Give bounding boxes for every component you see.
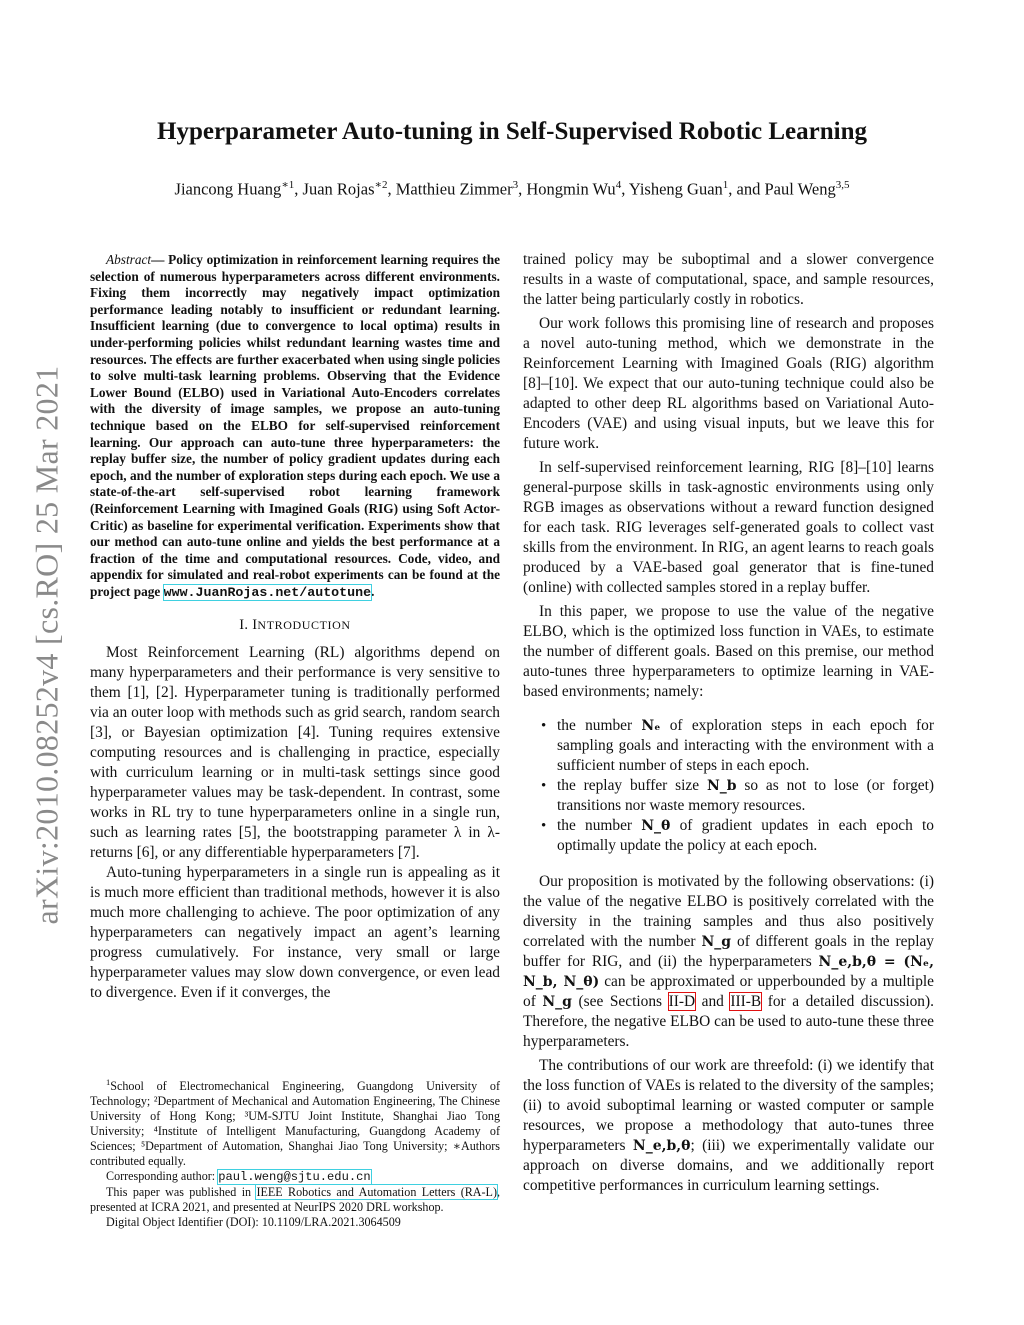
section-number: I. xyxy=(239,617,253,634)
body-paragraph: In this paper, we propose to use the value of the negative ELBO, which is the optimized loss function in VAEs, to estimate the number of different goals. Based on this premise, our method auto-tunes three hyperparameters to optimize learning in VAE-based environments; namely: xyxy=(523,603,934,700)
math-symbol: Nₑ xyxy=(641,718,661,734)
affiliations-text: School of Electromechanical Engineering, Guangdong University of Technology; ²Department of Mechanical and Automation Engineering, The Chinese University of Hong Kong; ³UM-SJTU Joint Institute, Shanghai Jiao Tong University; ⁴Institute of Intelligent Manufacturing, Guangdong Academy of Sciences; ⁵Department of Automation, Shanghai Jiao Tong University; ∗Authors contributed equally. xyxy=(90,1079,500,1169)
footnote-mark: 1 xyxy=(106,1077,111,1087)
math-symbol: N_g xyxy=(542,994,572,1010)
list-item-text: the number xyxy=(557,717,642,734)
math-symbol: N_e,b,θ xyxy=(632,1138,691,1154)
footnote-corresponding xyxy=(90,1169,500,1185)
arxiv-stamp xyxy=(22,350,72,940)
section-ref-link[interactable]: III-B xyxy=(730,993,762,1010)
author-name: , and Paul Weng xyxy=(728,179,836,199)
paragraph-text: and xyxy=(695,993,731,1010)
math-symbol: N_b xyxy=(706,778,737,794)
list-item xyxy=(523,716,934,776)
author-mark: ∗1 xyxy=(281,179,295,191)
abstract-label: Abstract xyxy=(106,252,152,267)
body-paragraph xyxy=(523,872,934,1052)
footnote-doi: Digital Object Identifier (DOI): 10.1109/LRA.2021.3064509 xyxy=(106,1215,401,1230)
author-name: , Hongmin Wu xyxy=(518,179,616,199)
paragraph-text: of different goals in the replay buffer for RIG, and (ii) the hyperparameters xyxy=(523,933,934,970)
author-mark: 3,5 xyxy=(835,179,850,191)
journal-link[interactable]: IEEE Robotics and Automation Letters (RA-L) xyxy=(256,1185,497,1200)
body-paragraph: In self-supervised reinforcement learning, RIG [8]–[10] learns general-purpose skills in task-agnostic environments using only RGB images as observations without a reward function designed for each task. RIG leverages self-generated goals to collect vast skills from the environment. In RIG, an agent learns to reach goals produced by a VAE-based goal generator that is fine-tuned (online) with collected samples stored in a replay buffer. xyxy=(523,459,934,596)
paper-title: Hyperparameter Auto-tuning in Self-Supervised Robotic Learning xyxy=(157,118,867,145)
body-paragraph: trained policy may be suboptimal and a slower convergence results in a waste of computational, space, and sample resources, the latter being particularly costly in robotics. xyxy=(523,251,934,308)
email-link[interactable]: paul.weng@sjtu.edu.cn xyxy=(218,1170,371,1185)
right-column xyxy=(523,250,934,1200)
list-item xyxy=(523,776,934,816)
math-symbol: N_e,b,θ = (Nₑ, N_b, N_θ) xyxy=(523,954,934,990)
intro-paragraph: Auto-tuning hyperparameters in a single run is appealing as it is much more efficient than traditional methods, however it is also much more challenging to achieve. The poor optimization of any hyperparameters can negatively impact an agent’s learning progress cumulatively. For instance, very small or large hyperparameter values may slow down convergence, or even lead to divergence. Even if it converges, the xyxy=(90,864,500,1002)
footnotes xyxy=(90,1075,500,1230)
section-ref-link[interactable]: II-D xyxy=(668,993,696,1010)
author-mark: 1 xyxy=(722,179,729,191)
list-item-text: the replay buffer size xyxy=(557,777,707,794)
section-initial: I xyxy=(252,617,258,634)
intro-paragraph: Most Reinforcement Learning (RL) algorithms depend on many hyperparameters and their performance is very sensitive to them [1], [2]. Hyperparameter tuning is traditionally performed via an outer loop with methods such as grid search, random search [3], or Bayesian optimization [4]. Tuning requires extensive computing resources and is challenging in practice, especially with curriculum learning or in multi-task settings since good hyperparameter values may be task-dependent. In contrast, some works in RL try to tune hyperparameters online in a single run, such as learning rates [5], the bootstrapping parameter λ in λ-returns [6], or any differentiable hyperparameters [7]. xyxy=(90,644,500,862)
paragraph-text: ; (iii) we experimentally validate our approach on diverse domains, and we additionally report competitive performances in curriculum learning settings. xyxy=(523,1137,934,1194)
math-symbol: N_θ xyxy=(641,818,671,834)
project-page-link[interactable]: www.JuanRojas.net/autotune xyxy=(163,584,372,600)
author-mark: ∗2 xyxy=(374,179,388,191)
paragraph-text: can be approximated or upperbounded by a multiple of xyxy=(523,973,934,1010)
author-name: , Matthieu Zimmer xyxy=(387,179,513,199)
author-mark: 4 xyxy=(615,179,622,191)
section-heading-introduction xyxy=(90,615,500,635)
author-mark: 3 xyxy=(512,179,519,191)
author-list xyxy=(90,178,934,200)
list-item-text: of gradient updates in each epoch to optimally update the policy at each epoch. xyxy=(557,817,935,854)
footnote-affiliations xyxy=(90,1075,500,1169)
hyperparameter-list xyxy=(523,716,934,856)
published-post: , presented at ICRA 2021, and presented at NeurIPS 2020 DRL workshop. xyxy=(90,1185,500,1215)
paragraph-text: The contributions of our work are threefold: (i) we identify that the loss function of VAEs is related to the diversity of the samples; (ii) to avoid suboptimal learning or wasted computer or sample resources, we propose a methodology that auto-tunes three hyperparameters xyxy=(523,1057,934,1154)
body-paragraph xyxy=(523,1056,934,1196)
paragraph-text: for a detailed discussion). Therefore, the negative ELBO can be used to auto-tune these three hyperparameters. xyxy=(523,993,934,1050)
author-name: , Yisheng Guan xyxy=(621,179,723,199)
arxiv-stamp-text: arXiv:2010.08252v4 [cs.RO] 25 Mar 2021 xyxy=(28,365,65,925)
paragraph-text: (see Sections xyxy=(571,993,669,1010)
abstract xyxy=(90,252,500,601)
author-name: Jiancong Huang xyxy=(174,179,282,199)
list-item xyxy=(523,816,934,856)
left-column xyxy=(90,252,500,1003)
section-title-rest: NTRODUCTION xyxy=(257,618,351,633)
abstract-end: . xyxy=(371,583,375,599)
list-item-text: the number xyxy=(557,817,642,834)
author-name: , Juan Rojas xyxy=(294,179,375,199)
abstract-text: — Policy optimization in reinforcement learning requires the selection of numerous hyperparameters across different environments. Fixing them incorrectly may negatively impact optimization performance leading notably to insufficient or redundant learning. Insufficient learning (due to convergence to local optima) results in under-performing policies whilst redundant learning wastes time and resources. The effects are further exacerbated when using single policies to solve multi-task learning problems. Observing that the Evidence Lower Bound (ELBO) used in Variational Auto-Encoders correlates with the diversity of image samples, we propose an auto-tuning technique based on the ELBO for self-supervised reinforcement learning. Our approach can auto-tune three hyperparameters: the replay buffer size, the number of policy gradient updates during each epoch, and the number of exploration steps during each epoch. We use a state-of-the-art self-supervised robot learning framework (Reinforcement Learning with Imagined Goals (RIG) using Soft Actor-Critic) as baseline for experimental verification. Experiments show that our method can auto-tune online and yields the best performance at a fraction of the time and computational resources. Code, video, and appendix for simulated and real-robot experiments can be found at the project page xyxy=(90,252,500,599)
list-item-text: so as not to lose (or forget) transitions nor waste memory resources. xyxy=(557,777,934,814)
math-symbol: N_g xyxy=(701,934,732,950)
published-pre: This paper was published in xyxy=(106,1185,257,1200)
corresponding-label: Corresponding author: xyxy=(106,1169,219,1184)
body-paragraph: Our work follows this promising line of research and proposes a novel auto-tuning method, which we demonstrate in the Reinforcement Learning with Imagined Goals (RIG) algorithm [8]–[10]. We expect that our auto-tuning technique could also be adapted to other deep RL algorithms based on Variational Auto-Encoders (VAE) and using visual inputs, but we leave this for future work. xyxy=(523,315,934,452)
footnote-published xyxy=(90,1185,500,1215)
paragraph-text: Our proposition is motivated by the following observations: (i) the value of the negative ELBO is positively correlated with the diversity in the training samples and thus also positively correlated with the number xyxy=(523,873,934,950)
list-item-text: of exploration steps in each epoch for sampling goals and interacting with the environment with a sufficient number of steps in each epoch. xyxy=(557,717,935,774)
